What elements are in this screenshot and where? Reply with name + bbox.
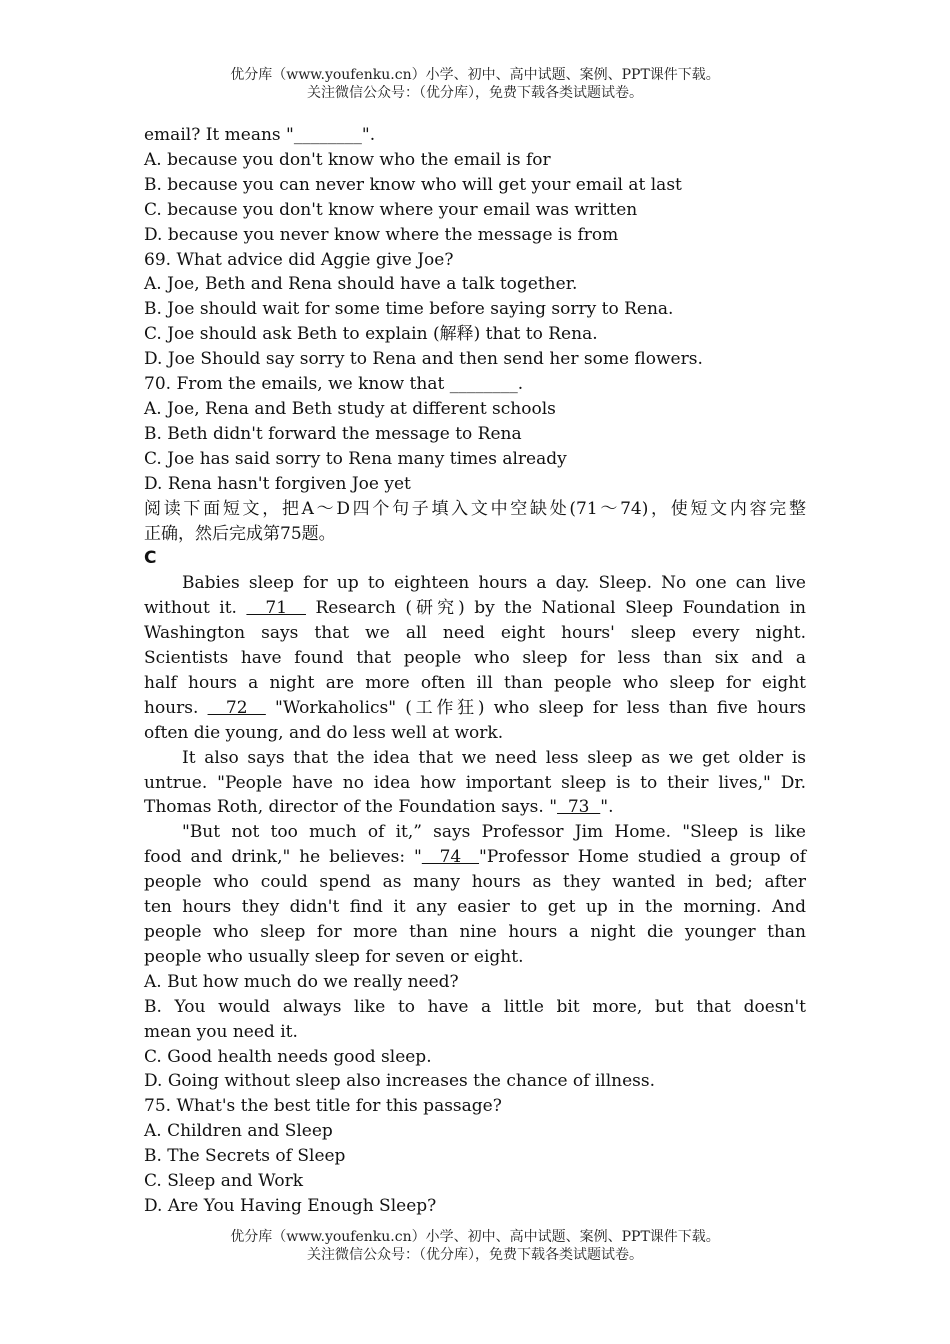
passage-text: ". [600, 797, 614, 818]
passage-text: food and drink," he believes: " [144, 847, 422, 868]
document-body [144, 123, 806, 1219]
passage-line [144, 721, 806, 746]
q75-option-a: A. Children and Sleep [144, 1121, 333, 1142]
answer-blank: 71 [246, 598, 306, 619]
passage-text: "Workaholics" (工作狂) who sleep for less than five hours [265, 697, 807, 718]
q68-option-d: D. because you never know where the message is from [144, 224, 619, 245]
page-footer [0, 1228, 950, 1264]
q68-option-b: B. because you can never know who will get your email at last [144, 174, 682, 195]
passage-text: Thomas Roth, director of the Foundation says. " [144, 797, 558, 818]
passage-text: people who usually sleep for seven or eight. [144, 946, 524, 967]
sentence-d: D. Going without sleep also increases the chance of illness. [144, 1071, 656, 1092]
passage-paragraph-3 [144, 820, 806, 969]
q75-stem: 75. What's the best title for this passage? [144, 1096, 502, 1117]
instruction-line-2: 正确，然后完成第75题。 [144, 523, 336, 544]
passage-text: half hours a night are more often ill than people who sleep for eight [144, 672, 806, 693]
q70-option-a: A. Joe, Rena and Beth study at different schools [144, 398, 556, 419]
passage-line [144, 795, 806, 820]
passage-line [144, 870, 806, 895]
passage-line [144, 920, 806, 945]
passage-line [144, 845, 806, 870]
sentence-b-line-1: B. You would always like to have a little bit more, but that doesn't [144, 996, 806, 1017]
section-label: C [144, 548, 157, 569]
page-header [0, 66, 950, 102]
q70-option-b: B. Beth didn't forward the message to Rena [144, 423, 522, 444]
q69-stem: 69. What advice did Aggie give Joe? [144, 249, 454, 270]
q69-option-c: C. Joe should ask Beth to explain (解释) that to Rena. [144, 324, 598, 345]
q69-option-a: A. Joe, Beth and Rena should have a talk together. [144, 274, 578, 295]
footer-line-1: 优分库（www.youfenku.cn）小学、初中、高中试题、案例、PPT课件下载。 [230, 1229, 720, 1245]
passage-text: Washington says that we all need eight hours' sleep every night. [144, 623, 806, 644]
passage-line [144, 746, 806, 771]
header-line-1: 优分库（www.youfenku.cn）小学、初中、高中试题、案例、PPT课件下载。 [230, 67, 720, 83]
q70-option-c: C. Joe has said sorry to Rena many times already [144, 448, 567, 469]
passage-line [144, 771, 806, 796]
passage-line [144, 696, 806, 721]
footer-line-2: 关注微信公众号：（优分库），免费下载各类试题试卷。 [307, 1247, 643, 1263]
passage-line [144, 646, 806, 671]
passage-text: untrue. "People have no idea how important sleep is to their lives," Dr. [144, 772, 806, 793]
q75-option-d: D. Are You Having Enough Sleep? [144, 1195, 437, 1216]
sentence-b-line-2: mean you need it. [144, 1021, 298, 1042]
answer-blank: 72 [207, 697, 266, 718]
q75-option-b: B. The Secrets of Sleep [144, 1146, 346, 1167]
sentence-c: C. Good health needs good sleep. [144, 1046, 432, 1067]
passage-text: without it. [144, 598, 247, 619]
passage-line [144, 945, 806, 970]
passage-text: It also says that the idea that we need less sleep as we get older is [182, 747, 806, 768]
passage-text: Scientists have found that people who sleep for less than six and a [144, 648, 806, 669]
passage-text: Research (研究) by the National Sleep Foundation in [305, 598, 806, 619]
passage-paragraph-2 [144, 746, 806, 821]
answer-blank: 74 [421, 847, 480, 868]
passage-text: people who could spend as many hours as they wanted in bed; after [144, 872, 806, 893]
q75-option-c: C. Sleep and Work [144, 1171, 304, 1192]
passage-text: ten hours they didn't find it any easier to get up in the morning. And [144, 897, 806, 918]
q68-option-a: A. because you don't know who the email is for [144, 149, 551, 170]
passage-line [144, 571, 806, 596]
passage-line [144, 671, 806, 696]
passage-text: hours. [144, 697, 208, 718]
passage-paragraph-1 [144, 571, 806, 745]
passage-line [144, 895, 806, 920]
instruction-line-1: 阅读下面短文，把A～D四个句子填入文中空缺处(71～74)，使短文内容完整 [144, 498, 806, 519]
q69-option-d: D. Joe Should say sorry to Rena and then send her some flowers. [144, 349, 703, 370]
passage-text: Babies sleep for up to eighteen hours a day. Sleep. No one can live [182, 573, 806, 594]
passage-text: "But not too much of it,” says Professor Jim Home. "Sleep is like [182, 822, 806, 843]
q68-stem-tail: email? It means "________". [144, 125, 376, 145]
header-line-2: 关注微信公众号：（优分库），免费下载各类试题试卷。 [307, 85, 643, 101]
sentence-a: A. But how much do we really need? [144, 971, 459, 992]
q70-stem: 70. From the emails, we know that ________. [144, 374, 524, 395]
passage-text: people who sleep for more than nine hours a night die younger than [144, 922, 806, 942]
q69-option-b: B. Joe should wait for some time before saying sorry to Rena. [144, 299, 674, 320]
passage-text: often die young, and do less well at work. [144, 722, 504, 743]
passage-text: "Professor Home studied a group of [479, 847, 806, 868]
q68-option-c: C. because you don't know where your email was written [144, 199, 638, 220]
passage-line [144, 820, 806, 845]
q70-option-d: D. Rena hasn't forgiven Joe yet [144, 473, 411, 494]
answer-blank: 73 [557, 797, 601, 818]
passage-line [144, 621, 806, 646]
passage-line [144, 596, 806, 621]
